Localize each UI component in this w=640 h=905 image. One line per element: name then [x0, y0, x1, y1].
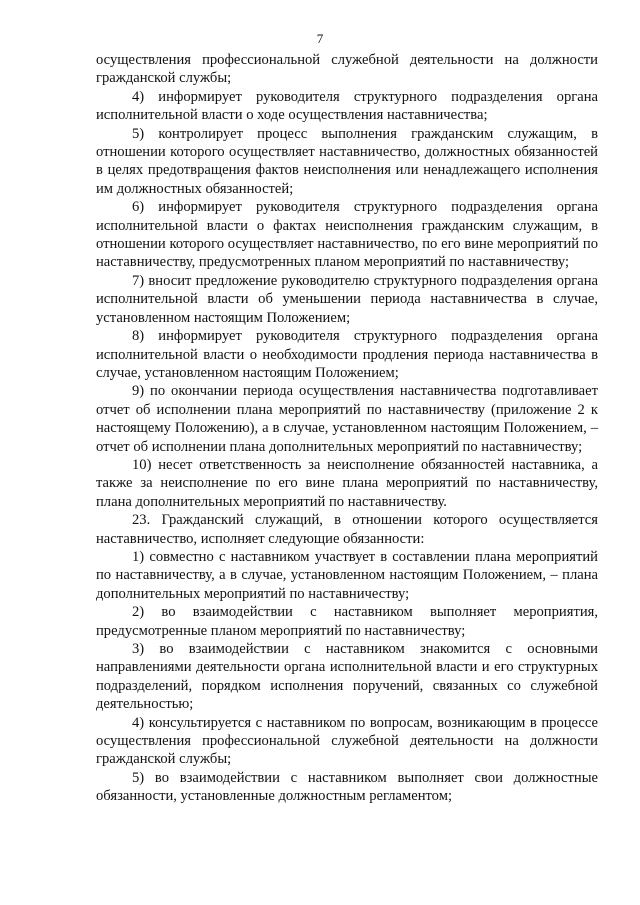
- paragraph: 6) информирует руководителя структурного подразделения органа исполнительной власти о фактах неисполнения гражданским служащим, в отношении которого осуществляет наставничество, по его вине мероприятий по наставничеству, предусмотренных планом мероприятий по наставничеству;: [96, 199, 598, 271]
- paragraph: осуществления профессиональной служебной деятельности на должности гражданской службы;: [96, 52, 598, 87]
- paragraph: 9) по окончании периода осуществления наставничества подготавливает отчет об исполнении плана мероприятий по наставничеству (приложение 2 к настоящему Положению), а в случае, установленном настоящим Положением, – отчет об исполнении плана дополнительных мероприятий по наставничеству;: [96, 383, 598, 455]
- paragraph: 1) совместно с наставником участвует в составлении плана мероприятий по наставничеству, а в случае, установленном настоящим Положением, – плана дополнительных мероприятий по наставничеству;: [96, 548, 598, 602]
- document-body: [96, 51, 598, 806]
- paragraph: 2) во взаимодействии с наставником выполняет мероприятия, предусмотренные планом мероприятий по наставничеству;: [96, 604, 598, 639]
- paragraph: 7) вносит предложение руководителю структурного подразделения органа исполнительной власти об уменьшении периода наставничества в случае, установленном настоящим Положением;: [96, 272, 598, 326]
- paragraph: 3) во взаимодействии с наставником знакомится с основными направлениями деятельности органа исполнительной власти и его структурных подразделений, порядком исполнения поручений, связанных со служебной деятельностью;: [96, 641, 598, 713]
- paragraph: 8) информирует руководителя структурного подразделения органа исполнительной власти о необходимости продления периода наставничества в случае, установленном настоящим Положением;: [96, 328, 598, 381]
- paragraph: 4) консультируется с наставником по вопросам, возникающим в процессе осуществления профессиональной служебной деятельности на должности гражданской службы;: [96, 714, 598, 768]
- paragraph: 5) во взаимодействии с наставником выполняет свои должностные обязанности, установленные должностным регламентом;: [96, 769, 598, 805]
- page-number: 7: [316, 31, 324, 46]
- paragraph: 4) информирует руководителя структурного подразделения органа исполнительной власти о ходе осуществления наставничества;: [96, 88, 598, 124]
- paragraph: 23. Гражданский служащий, в отношении которого осуществляется наставничество, исполняет следующие обязанности:: [96, 512, 598, 547]
- paragraph: 5) контролирует процесс выполнения гражданским служащим, в отношении которого осуществляет наставничество, должностных обязанностей в целях предотвращения фактов неисполнения или ненадлежащего исполнения им должностных обязанностей;: [96, 125, 598, 197]
- paragraph: 10) несет ответственность за неисполнение обязанностей наставника, а также за неисполнение по его вине плана мероприятий по наставничеству, плана дополнительных мероприятий по наставничеству.: [96, 456, 598, 510]
